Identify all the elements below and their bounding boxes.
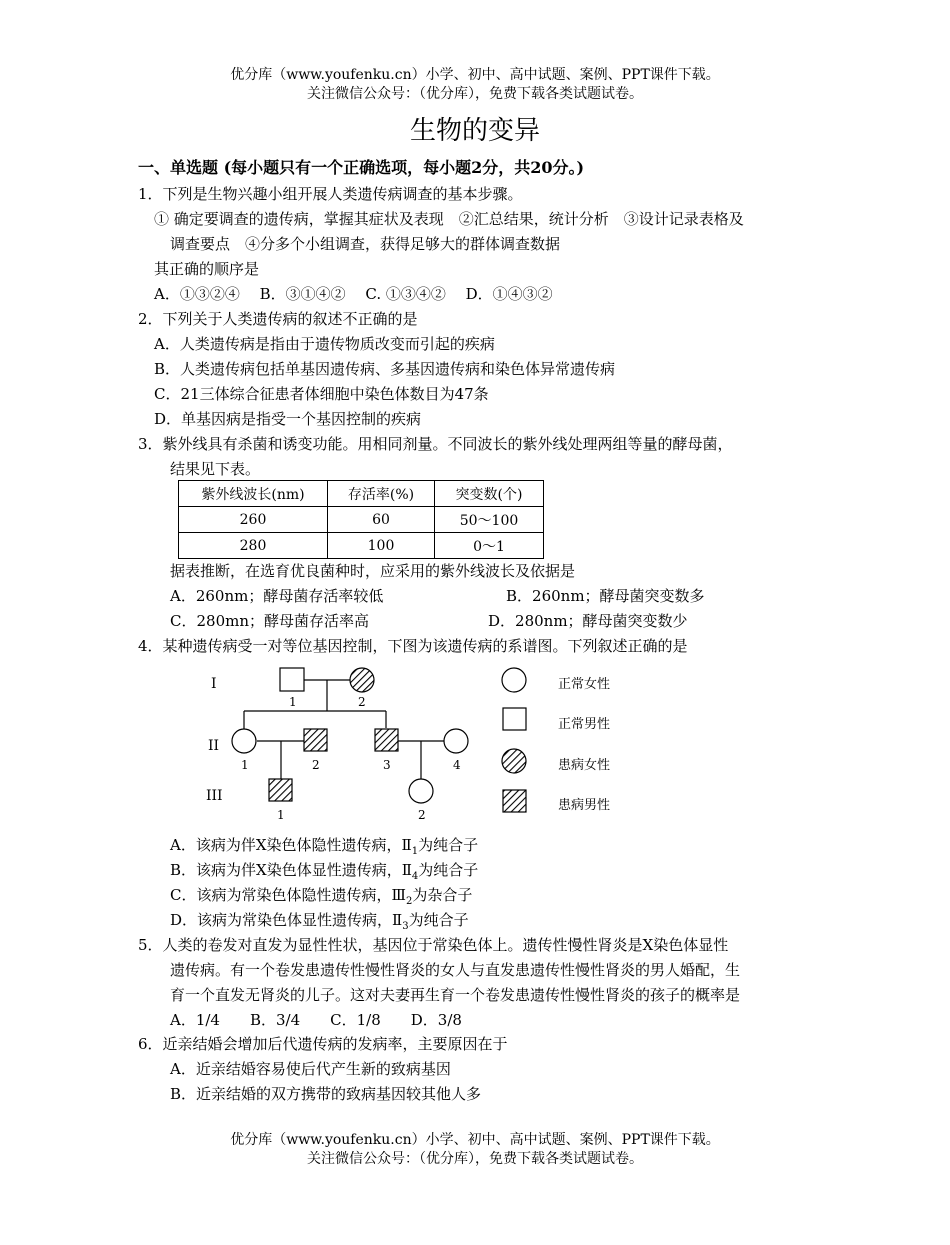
q2-option-c: C．21三体综合征患者体细胞中染色体数目为47条 (154, 385, 489, 403)
q1-stem: 1．下列是生物兴趣小组开展人类遗传病调查的基本步骤。 (138, 185, 523, 203)
q2-option-b: B．人类遗传病包括单基因遗传病、多基因遗传病和染色体异常遗传病 (154, 360, 616, 378)
pedigree-III2-normal-female (409, 779, 433, 803)
q2-option-a: A．人类遗传病是指由于遗传物质改变而引起的疾病 (154, 335, 495, 353)
header-line-2: 关注微信公众号：（优分库），免费下载各类试题试卷。 (307, 86, 643, 102)
q1-line4: 其正确的顺序是 (154, 260, 260, 278)
q5-line3: 育一个直发无肾炎的儿子。这对夫妻再生育一个卷发患遗传性慢性肾炎的孩子的概率是 (170, 986, 741, 1004)
q1-options: A．①③②④ B．③①④② C. ①③④② D．①④③② (154, 285, 553, 303)
q4-option-a-sub: 1 (411, 846, 419, 857)
q4-option-d-text: D．该病为常染色体显性遗传病，Ⅱ (170, 911, 403, 929)
q6-stem: 6．近亲结婚会增加后代遗传病的发病率，主要原因在于 (138, 1035, 508, 1053)
table-cell: 60 (328, 507, 435, 533)
q3-option-c: C．280mn；酵母菌存活率高 (170, 612, 369, 630)
table-cell: 100 (328, 533, 435, 559)
pedigree-number: 4 (453, 758, 461, 772)
legend-normal-male-symbol (503, 708, 526, 730)
table-cell: 260 (179, 507, 328, 533)
q2-option-d: D．单基因病是指受一个基因控制的疾病 (154, 410, 422, 428)
q6-option-a: A．近亲结婚容易使后代产生新的致病基因 (170, 1060, 451, 1078)
q4-option-c (170, 885, 472, 912)
q4-option-d-tail: 为纯合子 (408, 911, 469, 929)
q1-line3: 调查要点 ④分多个小组调查，获得足够大的群体调查数据 (170, 235, 561, 253)
pedigree-number: 2 (358, 695, 366, 709)
q4-option-b-sub: 4 (411, 871, 419, 882)
pedigree-number: 1 (289, 695, 297, 709)
pedigree-I2-affected-female (350, 668, 374, 692)
q4-option-b (170, 860, 478, 887)
q5-line2: 遗传病。有一个卷发患遗传性慢性肾炎的女人与直发患遗传性慢性肾炎的男人婚配，生 (170, 961, 741, 979)
pedigree-II1-normal-female (232, 729, 256, 753)
legend-label: 患病男性 (558, 798, 611, 813)
pedigree-III1-affected-male (269, 779, 292, 801)
header-line-1: 优分库（www.youfenku.cn）小学、初中、高中试题、案例、PPT课件下载。 (230, 67, 720, 83)
pedigree-number: 2 (418, 808, 426, 822)
table-header-cell: 紫外线波长(nm) (179, 481, 328, 507)
pedigree-I1-normal-male (280, 668, 304, 691)
pedigree-II3-affected-male (375, 729, 398, 751)
q4-option-a (170, 835, 478, 862)
legend-label: 患病女性 (558, 758, 611, 773)
table-header-cell: 突变数(个) (435, 481, 544, 507)
q3-stem: 3．紫外线具有杀菌和诱变功能。用相同剂量。不同波长的紫外线处理两组等量的酵母菌， (138, 435, 733, 453)
q4-option-a-text: A．该病为伴X染色体隐性遗传病，Ⅱ (170, 836, 412, 854)
q3-option-a: A．260nm；酵母菌存活率较低 (170, 587, 384, 605)
generation-label-1: I (211, 676, 217, 692)
q3-after-table: 据表推断，在选育优良菌种时，应采用的紫外线波长及依据是 (170, 562, 576, 580)
pedigree-number: 1 (277, 808, 285, 822)
q3-line2: 结果见下表。 (170, 460, 261, 478)
q5-stem: 5．人类的卷发对直发为显性性状，基因位于常染色体上。遗传性慢性肾炎是X染色体显性 (138, 936, 729, 954)
generation-label-2: II (208, 738, 220, 754)
footer-line-1: 优分库（www.youfenku.cn）小学、初中、高中试题、案例、PPT课件下载。 (230, 1132, 720, 1148)
table-cell: 0～1 (435, 533, 544, 559)
legend-label: 正常男性 (558, 717, 611, 732)
q3-option-b: B．260nm；酵母菌突变数多 (506, 587, 705, 605)
q6-option-b: B．近亲结婚的双方携带的致病基因较其他人多 (170, 1085, 482, 1103)
generation-label-3: III (206, 788, 223, 804)
q4-option-c-sub: 2 (405, 896, 413, 907)
q4-option-d-sub: 3 (402, 921, 409, 932)
q4-option-b-text: B．该病为伴X染色体显性遗传病，Ⅱ (170, 861, 412, 879)
q3-option-d: D．280nm；酵母菌突变数少 (488, 612, 688, 630)
pedigree-number: 2 (312, 758, 320, 772)
legend-affected-male-symbol (503, 790, 526, 812)
q4-stem: 4．某种遗传病受一对等位基因控制，下图为该遗传病的系谱图。下列叙述正确的是 (138, 637, 688, 655)
pedigree-number: 1 (241, 758, 249, 772)
q1-line2: ① 确定要调查的遗传病，掌握其症状及表现 ②汇总结果，统计分析 ③设计记录表格及 (154, 210, 744, 228)
pedigree-number: 3 (383, 758, 391, 772)
table-cell: 280 (179, 533, 328, 559)
q4-option-a-tail: 为纯合子 (418, 836, 479, 854)
section-heading: 一、单选题 (每小题只有一个正确选项，每小题2分，共20分。) (138, 158, 585, 177)
legend-affected-female-symbol (502, 749, 526, 773)
legend-normal-female-symbol (502, 668, 526, 692)
table-header-cell: 存活率(%) (328, 481, 435, 507)
legend-label: 正常女性 (558, 677, 611, 692)
pedigree-lines (244, 680, 444, 779)
q4-option-c-text: C．该病为常染色体隐性遗传病，Ⅲ (170, 886, 406, 904)
page-title: 生物的变异 (409, 116, 540, 146)
q2-stem: 2．下列关于人类遗传病的叙述不正确的是 (138, 310, 418, 328)
q4-option-d (170, 910, 469, 937)
q5-options: A．1/4 B．3/4 C．1/8 D．3/8 (170, 1011, 462, 1029)
pedigree-II4-normal-female (444, 729, 468, 753)
table-cell: 50～100 (435, 507, 544, 533)
q4-option-b-tail: 为纯合子 (418, 861, 479, 879)
q4-option-c-tail: 为杂合子 (412, 886, 473, 904)
pedigree-II2-affected-male (304, 729, 327, 751)
footer-line-2: 关注微信公众号：（优分库），免费下载各类试题试卷。 (307, 1151, 643, 1167)
